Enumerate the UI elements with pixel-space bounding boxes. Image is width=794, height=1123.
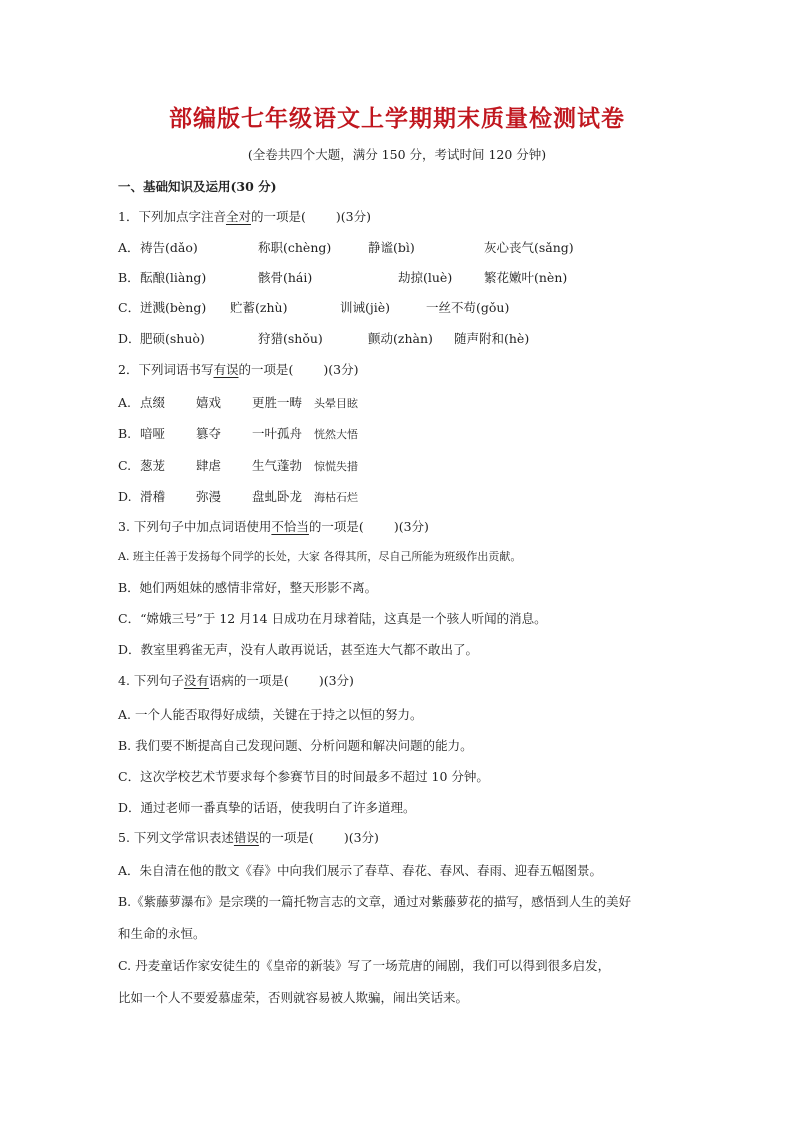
option-label: B. — [118, 426, 132, 441]
stem-score: )(3分) — [343, 830, 379, 845]
option-item: 一丝不苟(gǒu) — [426, 300, 510, 315]
option-item: 称职(chèng) — [258, 240, 332, 255]
option-label: C. — [118, 458, 132, 473]
question-5-option-a: A．朱自清在他的散文《春》中向我们展示了春草、春花、春风、春雨、迎春五幅图景。 — [118, 863, 603, 878]
question-4-option-c: C．这次学校艺术节要求每个参赛节目的时间最多不超过 10 分钟。 — [118, 769, 489, 784]
stem-text: 3. 下列句子中加点词语使用 — [118, 519, 272, 534]
option-item: 繁花嫩叶(nèn) — [484, 270, 568, 285]
option-label: B． — [118, 270, 140, 285]
option-item: 恍然大悟 — [314, 428, 358, 441]
question-5-option-b-line1: B.《紫藤萝瀑布》是宗璞的一篇托物言志的文章，通过对紫藤萝花的描写，感悟到人生的美好 — [118, 894, 632, 909]
stem-score: )(3分) — [318, 673, 354, 688]
stem-score: )(3分) — [335, 209, 371, 224]
stem-text: 语病的一项是( — [208, 673, 289, 688]
question-4-option-d: D．通过老师一番真挚的话语，使我明白了许多道理。 — [118, 800, 416, 815]
option-item: 颤动(zhàn) — [368, 331, 433, 346]
question-1-stem — [118, 207, 371, 225]
stem-emphasis: 不恰当 — [271, 519, 309, 534]
option-item: 灰心丧气(sǎng) — [484, 240, 574, 255]
stem-text: 5. 下列文学常识表述 — [118, 830, 234, 845]
question-1-option-c — [118, 298, 509, 316]
option-item: 头晕目眩 — [314, 397, 358, 410]
option-item: 点缀 — [140, 395, 166, 410]
option-item: 生气蓬勃 — [252, 458, 303, 473]
stem-score: )(3分) — [393, 519, 429, 534]
question-2-stem — [118, 360, 358, 378]
section-heading-1: 一、基础知识及运用(30 分) — [118, 179, 277, 194]
question-5-stem — [118, 828, 379, 846]
option-item: 狩猎(shǒu) — [258, 331, 323, 346]
stem-text: 的一项是( — [250, 209, 306, 224]
option-item: 滑稽 — [140, 489, 166, 504]
stem-text: 的一项是( — [238, 362, 294, 377]
exam-info: (全卷共四个大题，满分 150 分，考试时间 120 分钟) — [247, 147, 547, 162]
option-item: 劫掠(luè) — [398, 270, 453, 285]
question-5-option-b-line2: 和生命的永恒。 — [118, 926, 206, 941]
option-item: 一叶孤舟 — [252, 426, 303, 441]
question-3-stem — [118, 517, 429, 535]
stem-score: )(3分) — [323, 362, 359, 377]
option-item: 训诫(jiè) — [340, 300, 391, 315]
question-2-option-b — [118, 424, 358, 442]
stem-text: 的一项是( — [258, 830, 314, 845]
option-item: 葱茏 — [140, 458, 166, 473]
stem-text: 4. 下列句子 — [118, 673, 184, 688]
option-label: D． — [118, 331, 141, 346]
question-2-option-c — [118, 456, 358, 474]
option-label: A． — [118, 240, 140, 255]
stem-emphasis: 有误 — [213, 362, 239, 377]
question-1-option-d — [118, 329, 529, 347]
question-4-option-b: B. 我们要不断提高自己发现问题、分析问题和解决问题的能力。 — [118, 738, 473, 753]
stem-emphasis: 全对 — [225, 209, 251, 224]
option-item: 祷告(dǎo) — [140, 240, 198, 255]
question-4-stem — [118, 671, 354, 689]
option-item: 更胜一畴 — [252, 395, 303, 410]
option-item: 贮蓄(zhù) — [230, 300, 288, 315]
option-label: D. — [118, 489, 132, 504]
stem-text: 1．下列加点字注音 — [118, 209, 226, 224]
option-label: C． — [118, 300, 141, 315]
question-1-option-a — [118, 238, 574, 256]
question-3-option-b: B．她们两姐妹的感情非常好，整天形影不离。 — [118, 580, 378, 595]
stem-text: 2．下列词语书写 — [118, 362, 214, 377]
page-title: 部编版七年级语文上学期期末质量检测试卷 — [169, 105, 625, 132]
option-item: 迸溅(bèng) — [140, 300, 207, 315]
option-item: 惊慌失措 — [314, 460, 358, 473]
stem-emphasis: 没有 — [183, 673, 209, 688]
question-2-option-a — [118, 393, 358, 411]
option-item: 肥硕(shuò) — [140, 331, 205, 346]
question-2-option-d — [118, 487, 358, 505]
question-3-option-a: A. 班主任善于发扬每个同学的长处，大家 各得其所，尽自己所能为班级作出贡献。 — [118, 550, 522, 563]
option-item: 海枯石烂 — [314, 491, 358, 504]
question-5-option-c-line2: 比如一个人不要爱慕虚荣，否则就容易被人欺骗，闹出笑话来。 — [118, 990, 469, 1005]
option-item: 酝酿(liàng) — [140, 270, 207, 285]
option-item: 盘虬卧龙 — [252, 489, 303, 504]
question-4-option-a: A. 一个人能否取得好成绩，关键在于持之以恒的努力。 — [118, 707, 423, 722]
option-item: 肆虐 — [196, 458, 222, 473]
option-item: 嬉戏 — [196, 395, 222, 410]
option-item: 静谧(bì) — [368, 240, 415, 255]
option-item: 骸骨(hái) — [258, 270, 313, 285]
question-3-option-d: D．教室里鸦雀无声，没有人敢再说话，甚至连大气都不敢出了。 — [118, 642, 479, 657]
question-1-option-b — [118, 268, 567, 286]
question-5-option-c-line1: C. 丹麦童话作家安徒生的《皇帝的新装》写了一场荒唐的闹剧，我们可以得到很多启发， — [118, 958, 611, 973]
stem-emphasis: 错误 — [233, 830, 259, 845]
question-3-option-c: C．“嫦娥三号”于 12 月14 日成功在月球着陆，这真是一个骇人听闻的消息。 — [118, 611, 547, 626]
option-item: 随声附和(hè) — [454, 331, 530, 346]
option-label: A. — [118, 395, 132, 410]
option-item: 篡夺 — [196, 426, 222, 441]
option-item: 弥漫 — [196, 489, 222, 504]
stem-text: 的一项是( — [308, 519, 364, 534]
option-item: 喑哑 — [140, 426, 166, 441]
